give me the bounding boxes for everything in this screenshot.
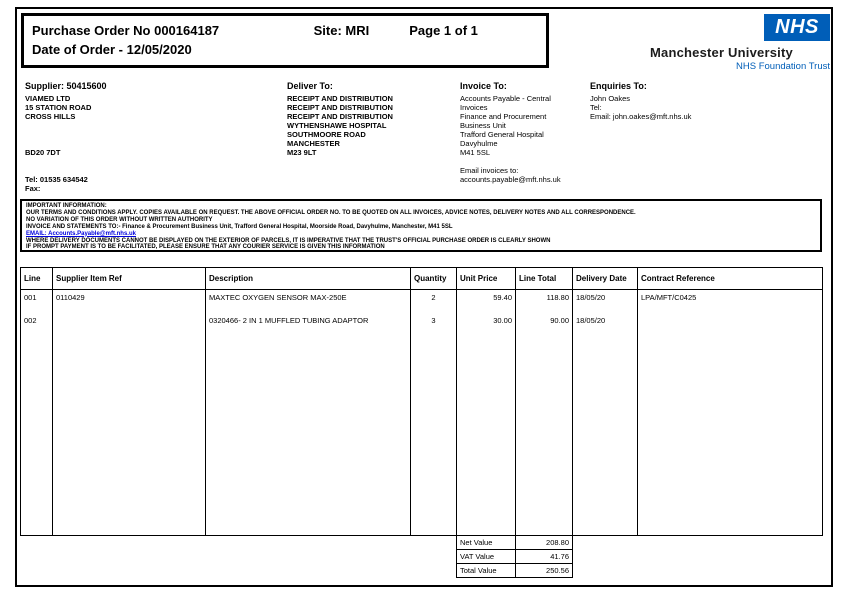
invoice-to-title: Invoice To: — [460, 81, 507, 91]
supplier-tel: Tel: 01535 634542 — [25, 175, 88, 184]
invoice-to-line: Finance and Procurement — [460, 112, 547, 121]
vat-value: 41.76 — [516, 550, 573, 564]
col-header-delivery-date: Delivery Date — [573, 268, 638, 290]
total-value: 250.56 — [516, 564, 573, 578]
po-header-line1 — [32, 21, 538, 40]
supplier-line: VIAMED LTD — [25, 94, 71, 103]
table-row — [21, 290, 823, 313]
deliver-to-block — [287, 82, 457, 157]
deliver-to-line: RECEIPT AND DISTRIBUTION — [287, 103, 393, 112]
deliver-to-line: M23 9LT — [287, 148, 317, 157]
invoice-to-line: Trafford General Hospital — [460, 130, 544, 139]
supplier-line: 15 STATION ROAD — [25, 103, 92, 112]
invoice-to-line: Invoices — [460, 103, 488, 112]
invoice-to-line: M41 5SL — [460, 148, 491, 157]
col-header-contract-ref: Contract Reference — [638, 268, 823, 290]
important-info-line: NO VARIATION OF THIS ORDER WITHOUT WRITTEN AUTHORITY — [26, 216, 213, 223]
deliver-to-line: MANCHESTER — [287, 139, 340, 148]
totals-table — [456, 535, 573, 578]
vat-value-row — [457, 550, 573, 564]
important-info-line: OUR TERMS AND CONDITIONS APPLY. COPIES AVAILABLE ON REQUEST. THE ABOVE OFFICIAL ORDER NO. TO BE QUOTED ON ALL INVOICES, ADVICE NOTES, DELIVERY NOTES AND ALL CORRESPONDENCE. — [26, 209, 636, 216]
invoice-email: accounts.payable@mft.nhs.uk — [460, 175, 561, 184]
total-value-row — [457, 564, 573, 578]
po-header-box — [21, 13, 549, 68]
order-date: Date of Order - 12/05/2020 — [32, 42, 192, 57]
accounts-payable-email-link[interactable]: EMAIL: Accounts.Payable@mft.nhs.uk — [26, 230, 136, 237]
enquiries-to-title: Enquiries To: — [590, 81, 647, 91]
invoice-to-block — [460, 82, 588, 184]
deliver-to-line: RECEIPT AND DISTRIBUTION — [287, 94, 393, 103]
cell-line-total: 118.80 — [516, 290, 573, 313]
supplier-title: Supplier: 50415600 — [25, 81, 107, 91]
col-header-line-total: Line Total — [516, 268, 573, 290]
important-information-box — [20, 199, 822, 252]
deliver-to-line: SOUTHMOORE ROAD — [287, 130, 366, 139]
important-info-heading: IMPORTANT INFORMATION: — [26, 203, 107, 209]
supplier-fax: Fax: — [25, 184, 41, 193]
po-number: Purchase Order No 000164187 — [32, 23, 220, 38]
important-info-line: WHERE DELIVERY DOCUMENTS CANNOT BE DISPLAYED ON THE EXTERIOR OF PARCELS, IT IS IMPERATIVE THAT THE TRUST'S OFFICIAL PURCHASE ORDER IS CLEARLY SHOWN — [26, 237, 551, 244]
important-info-line: IF PROMPT PAYMENT IS TO BE FACILITATED, PLEASE ENSURE THAT ANY COURIER SERVICE IS GIVEN THIS INFORMATION — [26, 244, 385, 251]
invoice-to-line: Accounts Payable - Central — [460, 94, 551, 103]
deliver-to-line: RECEIPT AND DISTRIBUTION — [287, 112, 393, 121]
cell-delivery-date: 18/05/20 — [573, 313, 638, 336]
col-header-item-ref: Supplier Item Ref — [53, 268, 206, 290]
enquiries-tel: Tel: — [590, 103, 602, 112]
supplier-block — [25, 82, 275, 193]
vat-value-label: VAT Value — [457, 550, 516, 564]
table-row — [21, 313, 823, 336]
trust-subtitle: NHS Foundation Trust — [736, 61, 830, 72]
nhs-logo-block — [650, 14, 830, 72]
cell-line: 001 — [21, 290, 53, 313]
cell-unit-price: 59.40 — [457, 290, 516, 313]
cell-quantity: 2 — [411, 290, 457, 313]
net-value-row — [457, 536, 573, 550]
net-value-label: Net Value — [457, 536, 516, 550]
deliver-to-line: WYTHENSHAWE HOSPITAL — [287, 121, 387, 130]
enquiries-email: Email: john.oakes@mft.nhs.uk — [590, 112, 692, 121]
trust-name: Manchester University — [650, 45, 793, 60]
cell-description: 0320466- 2 IN 1 MUFFLED TUBING ADAPTOR — [206, 313, 411, 336]
table-filler-row — [21, 336, 823, 536]
deliver-to-title: Deliver To: — [287, 81, 333, 91]
cell-item-ref — [53, 313, 206, 336]
invoice-email-label: Email invoices to: — [460, 166, 519, 175]
col-header-description: Description — [206, 268, 411, 290]
items-table — [20, 267, 823, 536]
cell-line: 002 — [21, 313, 53, 336]
supplier-postcode: BD20 7DT — [25, 148, 61, 157]
cell-unit-price: 30.00 — [457, 313, 516, 336]
cell-contract-ref: LPA/MFT/C0425 — [638, 290, 823, 313]
invoice-to-line: Davyhulme — [460, 139, 498, 148]
cell-line-total: 90.00 — [516, 313, 573, 336]
col-header-quantity: Quantity — [411, 268, 457, 290]
site-label: Site: MRI — [313, 23, 370, 38]
nhs-logo-icon: NHS — [764, 14, 830, 41]
cell-delivery-date: 18/05/20 — [573, 290, 638, 313]
total-value-label: Total Value — [457, 564, 516, 578]
page-label: Page 1 of 1 — [409, 23, 478, 38]
important-info-line: INVOICE AND STATEMENTS TO:- Finance & Procurement Business Unit, Trafford General Hospital, Moorside Road, Davyhulme, Manchester, M41 5SL — [26, 223, 453, 230]
cell-description: MAXTEC OXYGEN SENSOR MAX-250E — [206, 290, 411, 313]
enquiries-name: John Oakes — [590, 94, 631, 103]
net-value: 208.80 — [516, 536, 573, 550]
supplier-line: CROSS HILLS — [25, 112, 76, 121]
enquiries-to-block — [590, 82, 820, 121]
cell-quantity: 3 — [411, 313, 457, 336]
cell-contract-ref — [638, 313, 823, 336]
col-header-line: Line — [21, 268, 53, 290]
invoice-to-line: Business Unit — [460, 121, 506, 130]
cell-item-ref: 0110429 — [53, 290, 206, 313]
items-table-header-row — [21, 268, 823, 290]
col-header-unit-price: Unit Price — [457, 268, 516, 290]
